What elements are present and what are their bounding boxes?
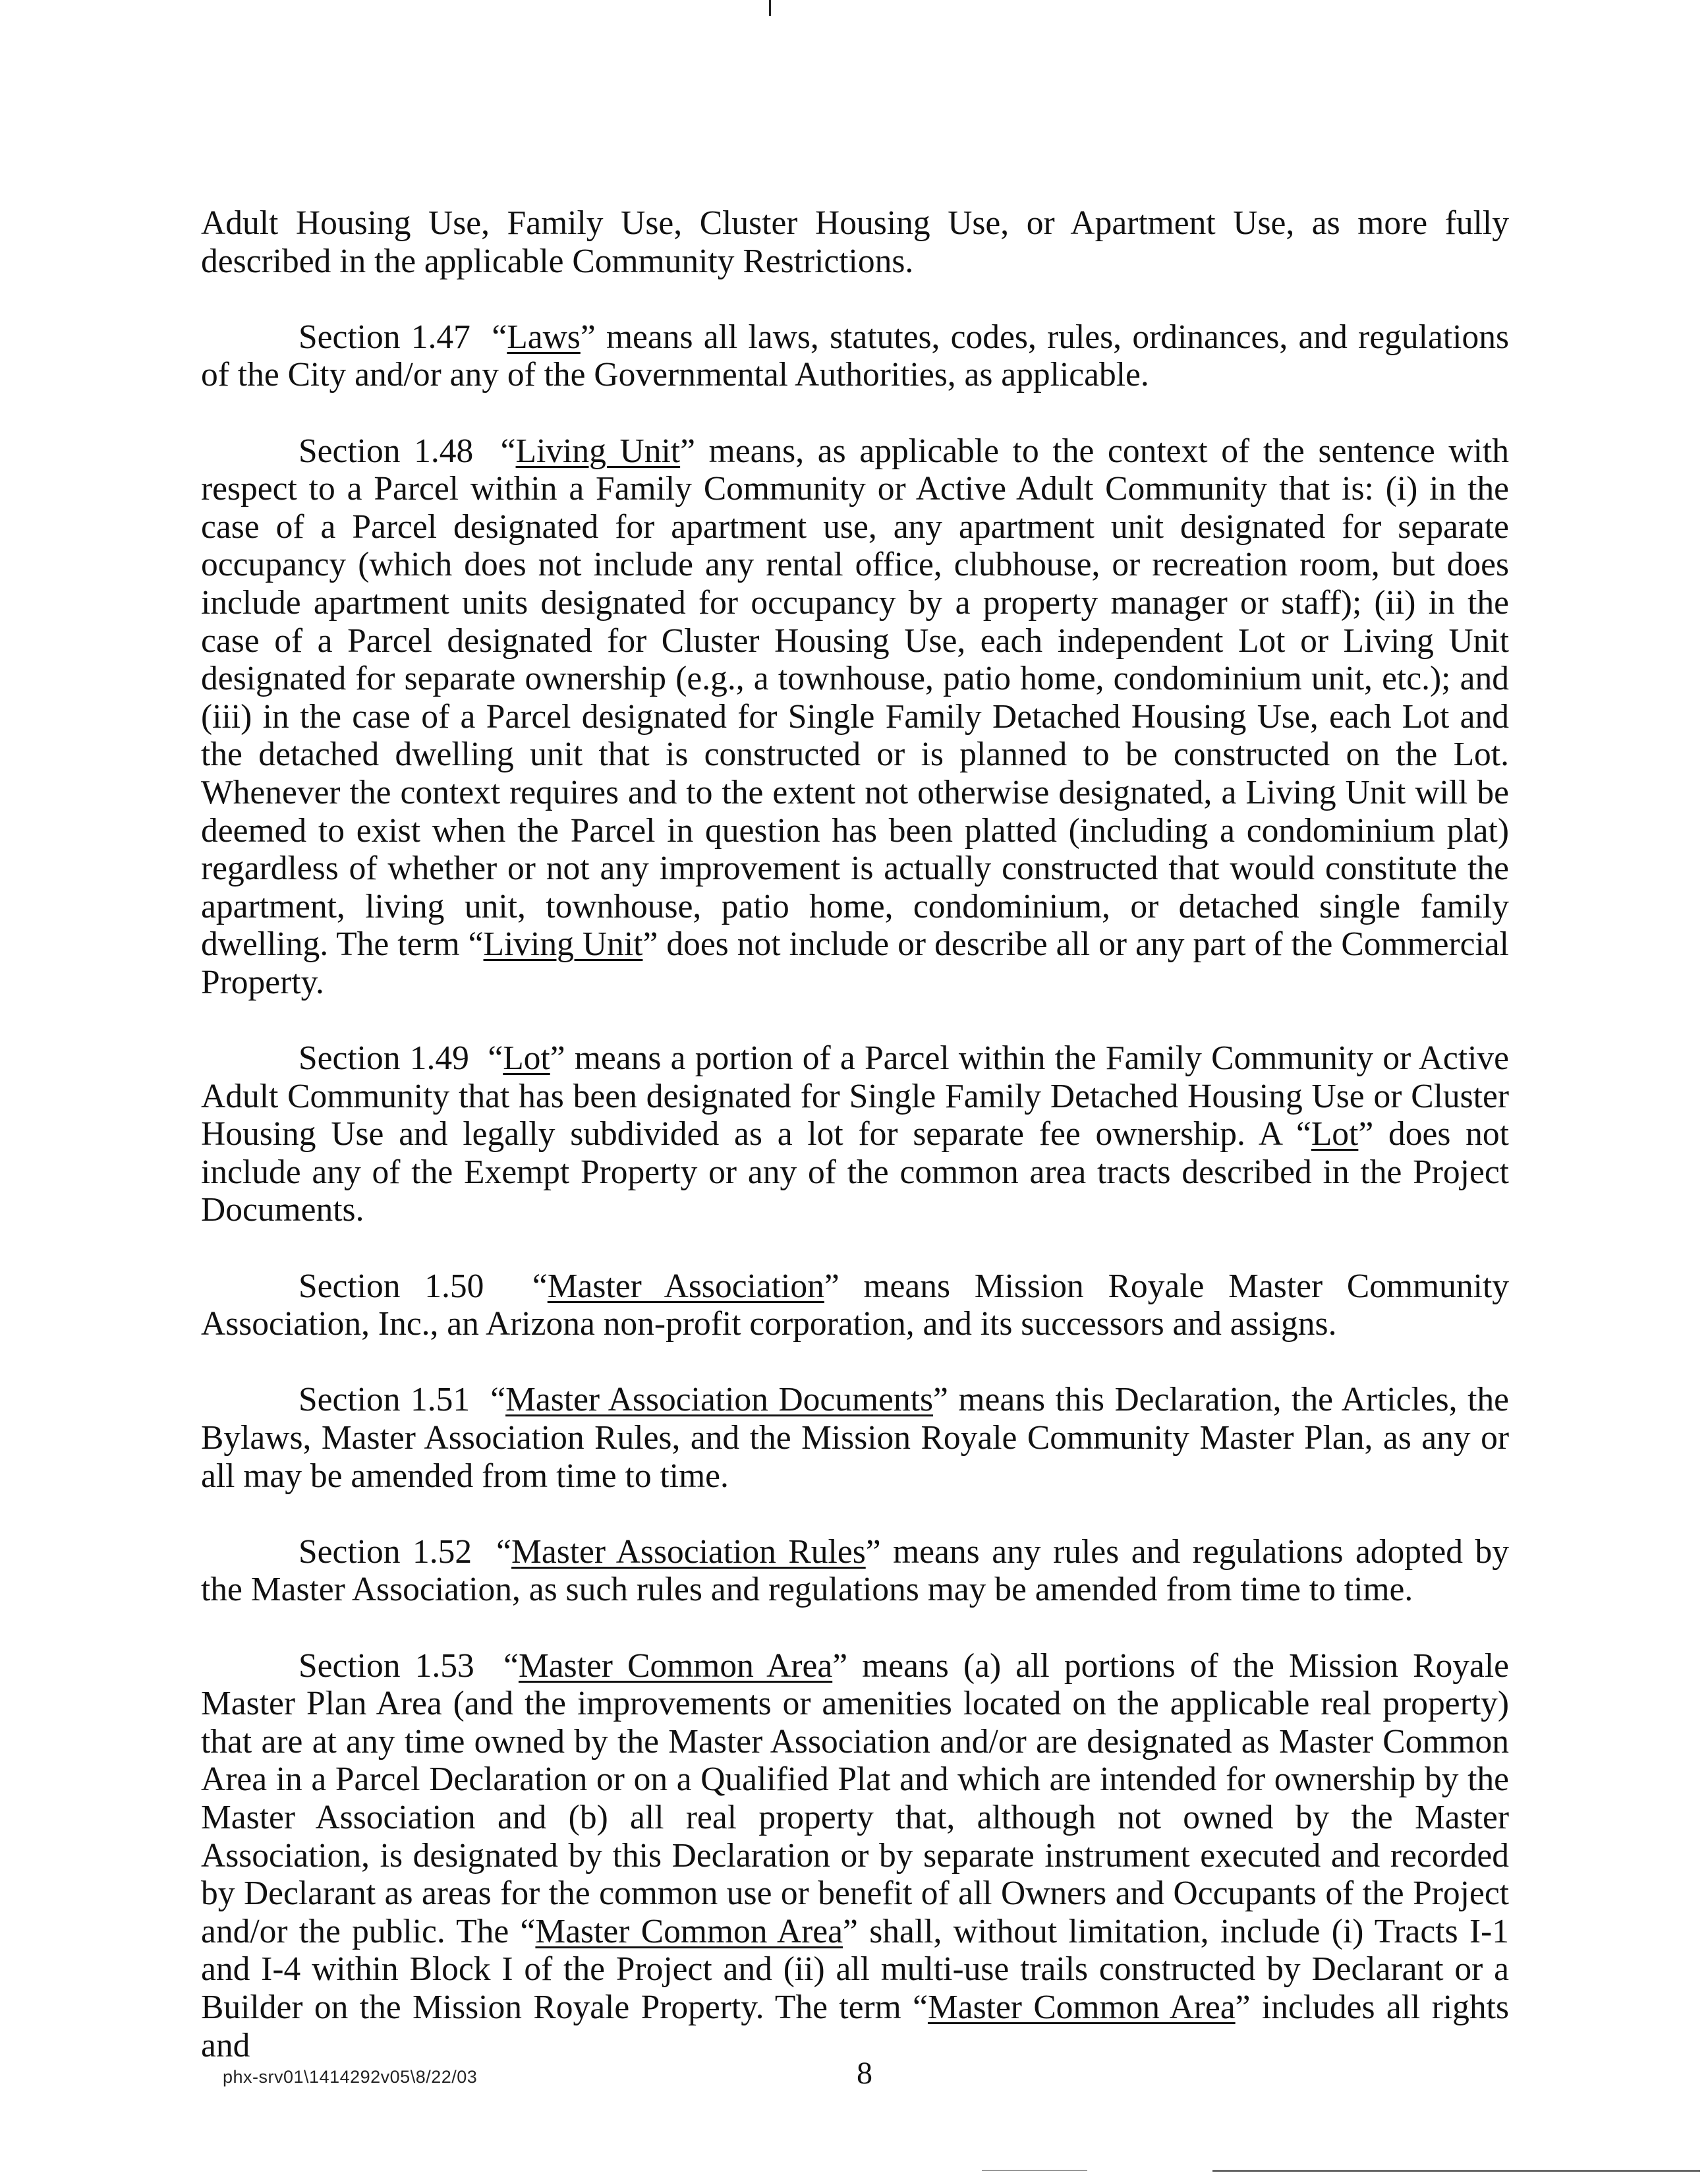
document-body [201,204,1509,2103]
defined-term-lot-ref: Lot [1311,1115,1359,1153]
paragraph-section-1-53: Section 1.53 “Master Common Area” means (a) all portions of the Mission Royale Master Plan Area (and the improvements or amenities located on the applicable real property) that are at any time owned by the Master Association and/or are designated as Master Common Area in a Parcel Declaration or on a Qualified Plat and which are intended for ownership by the Master Association and (b) all real property that, although not owned by the Master Association, is designated by this Declaration or by separate instrument executed and recorded by Declarant as areas for the common use or benefit of all Owners and Occupants of the Project and/or the public. The “Master Common Area” shall, without limitation, include (i) Tracts I-1 and I-4 within Block I of the Project and (ii) all multi-use trails constructed by Declarant or a Builder on the Mission Royale Property. The term “Master Common Area” includes all rights and [201,1646,1510,2064]
defined-term-master-common-area: Master Common Area [518,1646,833,1685]
defined-term-master-common-area-ref-2: Master Common Area [927,1988,1236,2026]
section-number: Section 1.52 [299,1532,484,1571]
defined-term-master-association: Master Association [547,1267,824,1305]
paragraph-section-1-49: Section 1.49 “Lot” means a portion of a Parcel within the Family Community or Active Adult Community that has been designated for Single Family Detached Housing Use or Cluster Housing Use and legally subdivided as a lot for separate fee ownership. A “Lot” does not include any of the Exempt Property or any of the common area tracts described in the Project Documents. [201,1039,1510,1229]
continuation-text: Adult Housing Use, Family Use, Cluster Housing Use, or Apartment Use, as more fully described in the applicable Community Restrictions. [201,204,1509,280]
section-number: Section 1.53 [299,1646,489,1685]
paragraph-section-1-51: Section 1.51 “Master Association Documents” means this Declaration, the Articles, the Bylaws, Master Association Rules, and the Mission Royale Community Master Plan, as any or all may be amended from time to time. [201,1381,1510,1495]
page-number: 8 [857,2056,872,2091]
scan-edge-mark [982,2170,1087,2171]
paragraph-section-1-47: Section 1.47 “Laws” means all laws, statutes, codes, rules, ordinances, and regulations of the City and/or any of the Governmental Authorities, as applicable. [201,318,1509,394]
scan-edge-rule [1212,2170,1700,2172]
paragraph-section-1-50: Section 1.50 “Master Association” means Mission Royale Master Community Association, Inc., an Arizona non-profit corporation, and its successors and assigns. [201,1267,1510,1343]
section-number: Section 1.50 [299,1267,509,1305]
paragraph-section-1-52: Section 1.52 “Master Association Rules” means any rules and regulations adopted by the Master Association, as such rules and regulations may be amended from time to time. [201,1532,1509,1609]
section-number: Section 1.49 [299,1039,479,1078]
defined-term-living-unit: Living Unit [515,432,681,470]
defined-term-living-unit-ref: Living Unit [483,925,643,964]
section-number: Section 1.48 [299,432,487,470]
document-id-footer: phx-srv01\1414292v05\8/22/03 [223,2067,478,2087]
defined-term-laws: Laws [507,318,581,356]
defined-term-lot: Lot [503,1039,550,1078]
paragraph-section-1-48: Section 1.48 “Living Unit” means, as applicable to the context of the sentence with respect to a Parcel within a Family Community or Active Adult Community that is: (i) in the case of a Parcel designated for apartment use, any apartment unit designated for separate occupancy (which does not include any rental office, clubhouse, or recreation room, but does include apartment units designated for occupancy by a property manager or staff); (ii) in the case of a Parcel designated for Cluster Housing Use, each independent Lot or Living Unit designated for separate ownership (e.g., a townhouse, patio home, condominium unit, etc.); and (iii) in the case of a Parcel designated for Single Family Detached Housing Use, each Lot and the detached dwelling unit that is constructed or is planned to be constructed on the Lot. Whenever the context requires and to the extent not otherwise designated, a Living Unit will be deemed to exist when the Parcel in question has been platted (including a condominium plat) regardless of whether or not any improvement is actually constructed that would constitute the apartment, living unit, townhouse, patio home, condominium, or detached single family dwelling. The term “Living Unit” does not include or describe all or any part of the Commercial Property. [201,432,1509,1001]
defined-term-master-association-documents: Master Association Documents [505,1381,934,1419]
section-number: Section 1.47 [299,318,482,356]
section-number: Section 1.51 [299,1381,480,1419]
defined-term-master-common-area-ref: Master Common Area [535,1912,843,1950]
paragraph-continuation [201,204,1509,280]
top-scan-mark [769,0,771,16]
defined-term-master-association-rules: Master Association Rules [511,1532,866,1571]
